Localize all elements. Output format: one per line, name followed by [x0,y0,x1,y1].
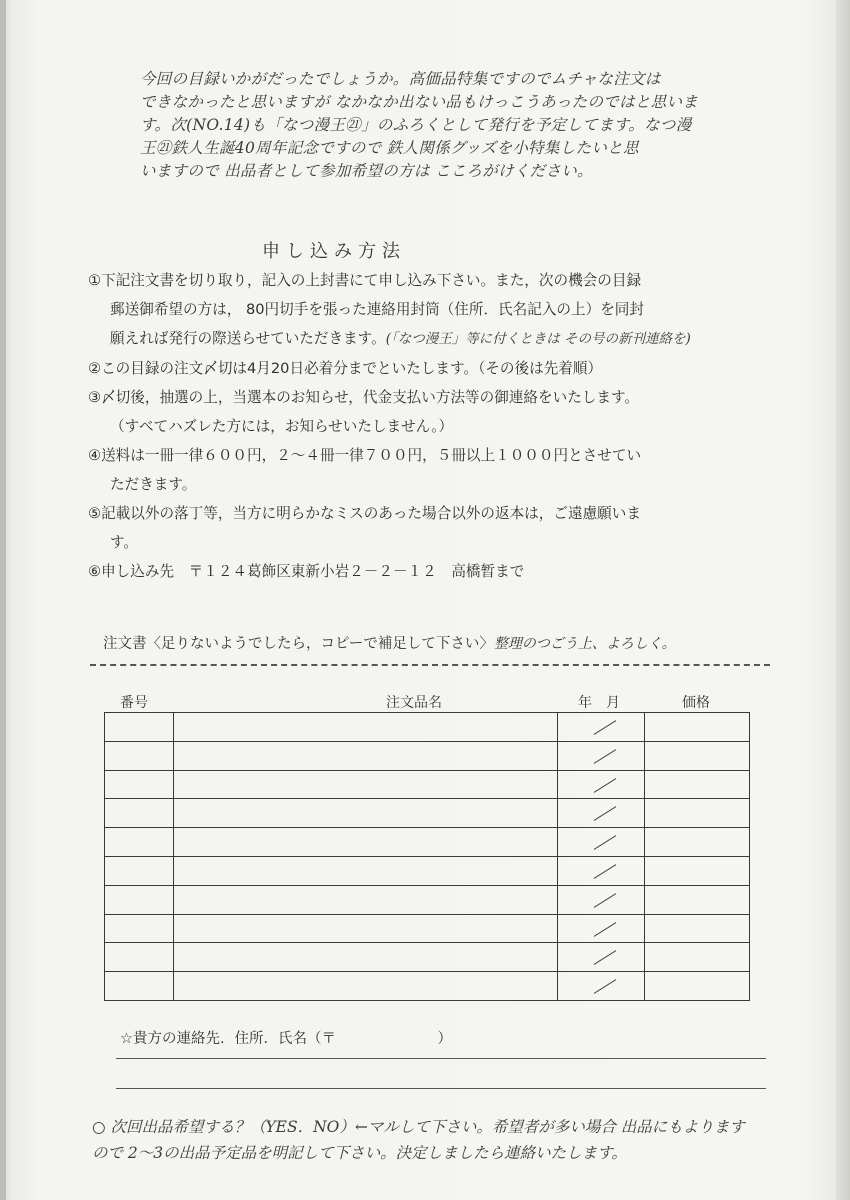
date-slash-mark [594,778,617,793]
order-cell-price[interactable] [645,856,750,885]
cut-line [90,664,770,666]
date-slash-mark [594,720,617,735]
order-cell-date[interactable] [558,943,645,972]
order-row [105,828,750,857]
order-cell-date[interactable] [558,856,645,885]
order-row [105,914,750,943]
rule-1c-handwritten: (「なつ漫王」等に付くときは その号の新刊連絡を) [385,331,691,347]
order-cell-item[interactable] [173,856,557,885]
order-cell-date[interactable] [558,885,645,914]
date-slash-mark [594,979,617,994]
date-slash-mark [594,951,617,966]
order-cell-item[interactable] [173,770,557,799]
bottom-note-line: ので 2～3の出品予定品を明記して下さい。決定しましたら連絡いたします。 [92,1144,627,1162]
date-slash-mark [594,922,617,937]
rule-1a: ①下記注文書を切り取り，記入の上封書にて申し込み下さい。また，次の機会の目録 [88,272,642,289]
order-cell-number[interactable] [105,943,174,972]
order-cell-item[interactable] [173,713,557,742]
rule-4b: ただきます。 [110,476,197,493]
order-cell-date[interactable] [558,770,645,799]
order-table [104,712,750,1001]
rule-6: ⑥申し込み先 〒１２４葛飾区東新小岩２－２－１２ 高橋暂まで [88,563,525,580]
order-cell-price[interactable] [645,972,750,1001]
order-cell-item[interactable] [173,799,557,828]
rule-5a: ⑤記載以外の落丁等，当方に明らかなミスのあった場合以外の返本は，ご遠慮願いま [88,505,641,522]
intro-line: できなかったと思いますが なかなか出ない品もけっこうあったのではと思いま [140,93,699,111]
order-cell-date[interactable] [558,828,645,857]
handwritten-intro [140,68,700,183]
contact-label: ☆貴方の連絡先．住所．氏名（〒 ） [120,1031,452,1047]
page-right-edge [836,0,850,1200]
order-row [105,713,750,742]
order-form-heading-handwritten: 整理のつごう上、よろしく。 [493,636,676,652]
order-cell-date[interactable] [558,741,645,770]
order-cell-number[interactable] [105,885,174,914]
application-rules [88,266,788,586]
rule-3b: （すべてハズレた方には，お知らせいたしません。） [110,418,454,435]
order-cell-item[interactable] [173,741,557,770]
rule-5b: す。 [110,534,139,551]
date-slash-mark [594,835,617,850]
order-cell-number[interactable] [105,799,174,828]
order-cell-number[interactable] [105,770,174,799]
order-cell-price[interactable] [645,770,750,799]
col-header-item: 注文品名 [386,695,442,711]
order-cell-date[interactable] [558,972,645,1001]
order-cell-price[interactable] [645,713,750,742]
order-cell-item[interactable] [173,914,557,943]
order-row [105,856,750,885]
intro-line: す。次(NO.14)も「なつ漫王㉑」のふろくとして発行を予定してます。なつ漫 [140,116,692,134]
order-cell-number[interactable] [105,914,174,943]
order-row [105,972,750,1001]
section-title: 申し込み方法 [262,241,406,262]
order-cell-number[interactable] [105,856,174,885]
contact-write-line[interactable] [116,1058,766,1059]
col-header-number: 番号 [120,695,148,711]
rule-2: ②この目録の注文〆切は4月20日必着分までといたします。（その後は先着順） [88,360,603,377]
order-cell-item[interactable] [173,885,557,914]
order-cell-item[interactable] [173,943,557,972]
order-cell-price[interactable] [645,914,750,943]
intro-line: いますので 出品者として参加希望の方は こころがけください。 [140,162,593,180]
intro-line: 今回の目録いかがだったでしょうか。高価品特集ですのでムチャな注文は [140,70,661,88]
order-cell-number[interactable] [105,741,174,770]
date-slash-mark [594,893,617,908]
order-row [105,885,750,914]
bottom-note-line: ○ 次回出品希望する？（YES．NO）←マルして下さい。希望者が多い場合 出品にもよります [92,1118,745,1136]
order-row [105,741,750,770]
order-cell-item[interactable] [173,972,557,1001]
handwritten-bottom-note [92,1114,812,1166]
order-cell-price[interactable] [645,741,750,770]
rule-1c [88,324,788,354]
rule-4a: ④送料は一冊一律６００円，２～４冊一律７００円，５冊以上１０００円とさせてい [88,447,642,464]
intro-line: 王㉑鉄人生誕40周年記念ですので 鉄人関係グッズを小特集したいと思 [140,139,639,157]
order-form-heading-print: 注文書〈足りないようでしたら，コピーで補足して下さい〉 [103,636,494,652]
date-slash-mark [594,749,617,764]
date-slash-mark [594,807,617,822]
order-cell-price[interactable] [645,885,750,914]
rule-1b: 郵送御希望の方は， 80円切手を張った連絡用封筒（住所．氏名記入の上）を同封 [110,301,644,318]
col-header-price: 価格 [682,695,710,711]
order-row [105,943,750,972]
rule-1c-print: 願えれば発行の際送らせていただきます。 [110,330,386,347]
order-cell-date[interactable] [558,799,645,828]
order-cell-price[interactable] [645,943,750,972]
order-row [105,799,750,828]
date-slash-mark [594,864,617,879]
order-cell-number[interactable] [105,828,174,857]
order-cell-number[interactable] [105,972,174,1001]
rule-3a: ③〆切後，抽選の上，当選本のお知らせ，代金支払い方法等の御連絡をいたします。 [88,389,640,406]
contact-write-line[interactable] [116,1088,766,1089]
order-cell-number[interactable] [105,713,174,742]
order-cell-date[interactable] [558,713,645,742]
order-row [105,770,750,799]
order-cell-price[interactable] [645,828,750,857]
col-header-date: 年 月 [578,695,620,711]
order-cell-item[interactable] [173,828,557,857]
order-cell-price[interactable] [645,799,750,828]
order-cell-date[interactable] [558,914,645,943]
order-form-heading [103,632,676,653]
page-left-edge [0,0,6,1200]
